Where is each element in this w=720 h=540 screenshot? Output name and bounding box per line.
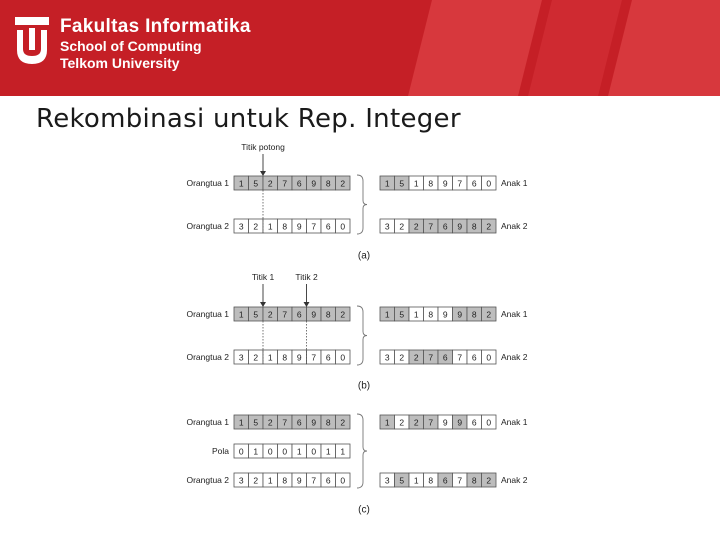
child-gene-value: 6 bbox=[442, 352, 448, 363]
child-gene-value: 7 bbox=[457, 178, 463, 189]
parent-label: Orangtua 1 bbox=[186, 417, 229, 427]
parent-gene-value: 2 bbox=[267, 178, 273, 189]
parent-gene-value: 6 bbox=[296, 309, 302, 320]
child-gene-value: 6 bbox=[442, 475, 448, 486]
parent-gene-value: 8 bbox=[282, 221, 288, 232]
child-gene-value: 2 bbox=[399, 352, 405, 363]
parent-gene-value: 6 bbox=[325, 352, 331, 363]
parent-gene-value: 0 bbox=[267, 446, 273, 457]
parent-gene-value: 9 bbox=[311, 417, 317, 428]
child-gene-value: 1 bbox=[413, 178, 419, 189]
parent-gene-value: 6 bbox=[296, 178, 302, 189]
panel-caption: (c) bbox=[358, 504, 370, 516]
parent-gene-value: 2 bbox=[340, 309, 346, 320]
child-gene-value: 2 bbox=[399, 221, 405, 232]
parent-gene-value: 9 bbox=[296, 475, 302, 486]
parent-gene-value: 9 bbox=[296, 221, 302, 232]
parent-gene-value: 5 bbox=[253, 309, 259, 320]
parent-gene-value: 0 bbox=[238, 446, 244, 457]
parent-gene-value: 0 bbox=[340, 221, 346, 232]
parent-gene-value: 2 bbox=[253, 352, 259, 363]
crossover-brace bbox=[357, 306, 367, 365]
parent-gene-value: 5 bbox=[253, 178, 259, 189]
cut-point-arrowhead bbox=[260, 171, 266, 176]
child-gene-value: 5 bbox=[399, 309, 405, 320]
child-gene-value: 8 bbox=[471, 309, 477, 320]
child-gene-value: 3 bbox=[384, 352, 390, 363]
cut-point-arrowhead bbox=[304, 302, 310, 307]
crossover-brace bbox=[357, 414, 367, 488]
child-gene-value: 8 bbox=[428, 309, 434, 320]
child-label: Anak 1 bbox=[501, 309, 528, 319]
child-gene-value: 5 bbox=[399, 475, 405, 486]
child-gene-value: 8 bbox=[428, 178, 434, 189]
child-gene-value: 6 bbox=[442, 221, 448, 232]
child-gene-value: 2 bbox=[413, 221, 419, 232]
child-gene-value: 2 bbox=[486, 475, 492, 486]
slide-title: Rekombinasi untuk Rep. Integer bbox=[36, 104, 461, 134]
parent-gene-value: 8 bbox=[325, 417, 331, 428]
parent-gene-value: 1 bbox=[267, 352, 273, 363]
parent-gene-value: 6 bbox=[325, 221, 331, 232]
cut-point-arrowhead bbox=[260, 302, 266, 307]
parent-gene-value: 2 bbox=[267, 417, 273, 428]
child-label: Anak 2 bbox=[501, 221, 528, 231]
child-gene-value: 7 bbox=[428, 352, 434, 363]
parent-gene-value: 7 bbox=[311, 352, 317, 363]
child-gene-value: 1 bbox=[384, 309, 390, 320]
parent-label: Orangtua 2 bbox=[186, 475, 229, 485]
parent-gene-value: 1 bbox=[238, 309, 244, 320]
child-gene-value: 6 bbox=[471, 352, 477, 363]
parent-gene-value: 6 bbox=[296, 417, 302, 428]
child-gene-value: 3 bbox=[384, 221, 390, 232]
child-gene-value: 2 bbox=[413, 352, 419, 363]
parent-gene-value: 2 bbox=[340, 417, 346, 428]
panel-caption: (b) bbox=[357, 380, 371, 392]
parent-gene-value: 9 bbox=[311, 178, 317, 189]
parent-label: Pola bbox=[211, 446, 229, 456]
parent-gene-value: 3 bbox=[238, 475, 244, 486]
parent-gene-value: 7 bbox=[282, 178, 288, 189]
parent-gene-value: 7 bbox=[311, 475, 317, 486]
child-gene-value: 2 bbox=[399, 417, 405, 428]
parent-gene-value: 1 bbox=[253, 446, 259, 457]
parent-gene-value: 2 bbox=[340, 178, 346, 189]
parent-label: Orangtua 2 bbox=[186, 221, 229, 231]
parent-gene-value: 8 bbox=[282, 475, 288, 486]
child-gene-value: 6 bbox=[471, 417, 477, 428]
parent-gene-value: 7 bbox=[282, 309, 288, 320]
cut-point-label: Titik 1 bbox=[251, 272, 275, 282]
child-gene-value: 9 bbox=[457, 221, 463, 232]
school-name: School of Computing bbox=[60, 38, 202, 54]
child-gene-value: 6 bbox=[471, 178, 477, 189]
parent-label: Orangtua 2 bbox=[186, 352, 229, 362]
crossover-brace bbox=[357, 175, 367, 234]
child-gene-value: 9 bbox=[442, 417, 448, 428]
parent-gene-value: 0 bbox=[282, 446, 288, 457]
parent-gene-value: 1 bbox=[238, 417, 244, 428]
child-gene-value: 9 bbox=[442, 178, 448, 189]
panel-caption: (a) bbox=[357, 250, 371, 262]
child-gene-value: 8 bbox=[471, 221, 477, 232]
child-gene-value: 7 bbox=[457, 475, 463, 486]
parent-gene-value: 9 bbox=[311, 309, 317, 320]
parent-gene-value: 2 bbox=[253, 475, 259, 486]
parent-gene-value: 8 bbox=[282, 352, 288, 363]
child-gene-value: 7 bbox=[428, 221, 434, 232]
parent-gene-value: 1 bbox=[325, 446, 331, 457]
university-name: Telkom University bbox=[60, 55, 180, 71]
child-gene-value: 2 bbox=[486, 221, 492, 232]
child-gene-value: 0 bbox=[486, 417, 492, 428]
child-gene-value: 0 bbox=[486, 352, 492, 363]
child-gene-value: 2 bbox=[413, 417, 419, 428]
parent-gene-value: 2 bbox=[267, 309, 273, 320]
child-gene-value: 9 bbox=[442, 309, 448, 320]
parent-gene-value: 1 bbox=[267, 475, 273, 486]
parent-gene-value: 1 bbox=[267, 221, 273, 232]
child-gene-value: 1 bbox=[384, 178, 390, 189]
child-label: Anak 1 bbox=[501, 178, 528, 188]
child-gene-value: 7 bbox=[457, 352, 463, 363]
cut-point-label: Titik potong bbox=[241, 142, 285, 152]
parent-gene-value: 8 bbox=[325, 309, 331, 320]
parent-label: Orangtua 1 bbox=[186, 178, 229, 188]
parent-gene-value: 0 bbox=[311, 446, 317, 457]
child-gene-value: 3 bbox=[384, 475, 390, 486]
child-gene-value: 2 bbox=[486, 309, 492, 320]
parent-gene-value: 9 bbox=[296, 352, 302, 363]
child-gene-value: 5 bbox=[399, 178, 405, 189]
parent-gene-value: 1 bbox=[238, 178, 244, 189]
parent-gene-value: 1 bbox=[296, 446, 302, 457]
child-gene-value: 9 bbox=[457, 309, 463, 320]
parent-gene-value: 1 bbox=[340, 446, 346, 457]
child-gene-value: 8 bbox=[471, 475, 477, 486]
child-gene-value: 8 bbox=[428, 475, 434, 486]
child-gene-value: 0 bbox=[486, 178, 492, 189]
faculty-name: Fakultas Informatika bbox=[60, 16, 251, 37]
child-gene-value: 1 bbox=[413, 475, 419, 486]
parent-gene-value: 3 bbox=[238, 221, 244, 232]
parent-gene-value: 6 bbox=[325, 475, 331, 486]
child-gene-value: 1 bbox=[413, 309, 419, 320]
child-label: Anak 2 bbox=[501, 475, 528, 485]
child-gene-value: 7 bbox=[428, 417, 434, 428]
parent-gene-value: 5 bbox=[253, 417, 259, 428]
cut-point-label: Titik 2 bbox=[295, 272, 318, 282]
child-gene-value: 1 bbox=[384, 417, 390, 428]
parent-gene-value: 0 bbox=[340, 475, 346, 486]
parent-gene-value: 2 bbox=[253, 221, 259, 232]
child-label: Anak 2 bbox=[501, 352, 528, 362]
parent-gene-value: 7 bbox=[311, 221, 317, 232]
parent-label: Orangtua 1 bbox=[186, 309, 229, 319]
parent-gene-value: 0 bbox=[340, 352, 346, 363]
child-label: Anak 1 bbox=[501, 417, 528, 427]
parent-gene-value: 8 bbox=[325, 178, 331, 189]
parent-gene-value: 7 bbox=[282, 417, 288, 428]
child-gene-value: 9 bbox=[457, 417, 463, 428]
parent-gene-value: 3 bbox=[238, 352, 244, 363]
